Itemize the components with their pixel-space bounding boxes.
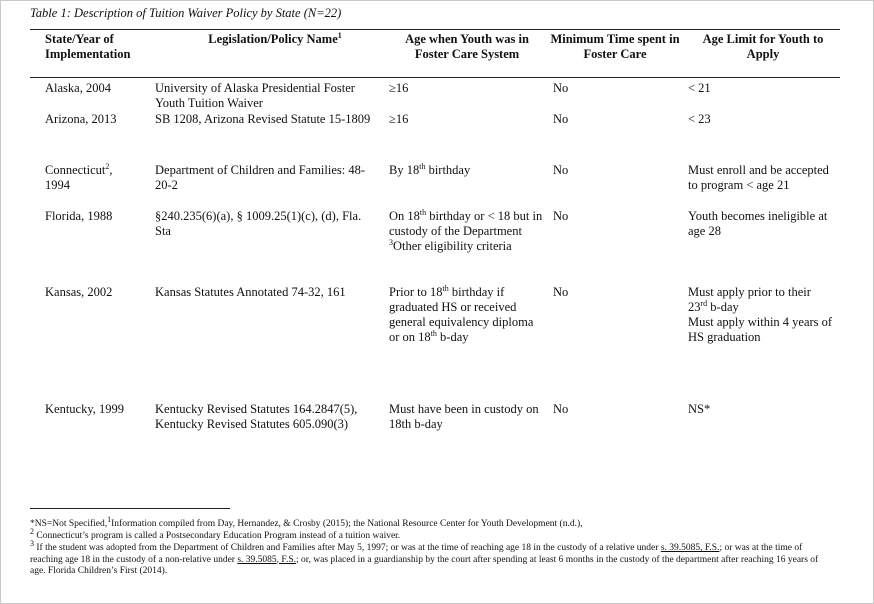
row-kansas-min-time: No xyxy=(553,285,569,299)
row-arizona-age: ≥16 xyxy=(389,112,409,126)
header-age-limit: Age Limit for Youth to Apply xyxy=(702,32,824,61)
row-alaska-state: Alaska, 2004 xyxy=(45,81,111,95)
row-connecticut-state: Connecticut$^2$, 1994 xyxy=(45,161,113,192)
row-kentucky-state: Kentucky, 1999 xyxy=(45,402,125,416)
row-connecticut-min-time: No xyxy=(553,163,569,177)
statute-link-1: s. 39.5085, F.S. xyxy=(660,543,720,553)
row-connecticut-age: By 18th birthday xyxy=(389,161,471,177)
row-kentucky-legislation: Kentucky Revised Statutes 164.2847(5), Kentucky Revised Statutes 605.090(3) xyxy=(155,402,358,431)
statute-link-2: s. 39.5085, F.S. xyxy=(237,554,296,565)
table-top-rule xyxy=(30,29,840,30)
row-alaska-age-limit: < 21 xyxy=(688,81,711,95)
row-florida-legislation: §240.235(6)(a), § 1009.25(1)(c), (d), Fla. Sta xyxy=(155,209,362,238)
footnote-separator xyxy=(30,508,230,509)
row-florida-age: On 18th birthday or < 18 but in custody of the Department $^3$Other eligibility criteria xyxy=(389,207,543,253)
header-legislation: Legislation/Policy Name$^1$ xyxy=(208,30,342,46)
row-kentucky-min-time: No xyxy=(553,402,569,416)
row-kansas-age-limit: Must apply prior to their 23rd b-day Must apply within 4 years of HS graduation xyxy=(688,285,833,344)
row-alaska-min-time: No xyxy=(553,81,569,95)
row-arizona-legislation: SB 1208, Arizona Revised Statute 15-1809 xyxy=(155,112,371,126)
row-alaska-legislation: University of Alaska Presidential Foster Youth Tuition Waiver xyxy=(155,81,355,110)
row-kansas-age: Prior to 18th birthday if graduated HS or received general equivalency diploma or on 18th b-day xyxy=(389,283,534,344)
row-kansas-state: Kansas, 2002 xyxy=(45,285,113,299)
header-min-time: Minimum Time spent in Foster Care xyxy=(550,32,680,61)
row-florida-min-time: No xyxy=(553,209,569,223)
footnote-2: $^2$ Connecticut’s program is called a Postsecondary Education Program instead of a tuition waiver. xyxy=(30,526,401,541)
footnote-3: $^3$ If the student was adopted from the Department of Children and Families after May 5, 1997; or was at the time of reaching age 18 in the custody of a relative under s. 39.5085, F.S.; or was at the time of reaching age 18 in the custody of a non-relative under s. 39.5085, F.S.; or, was placed in a guardianship by the court after spending at least 6 months in the custody of the department after reaching 16 years of age. Florida Children’s First (2014). xyxy=(30,538,819,576)
row-arizona-age-limit: < 23 xyxy=(688,112,711,126)
table-caption: Table 1: Description of Tuition Waiver Policy by State (N=22) xyxy=(30,6,342,20)
footnote-1: *NS=Not Specified,$^1$Information compiled from Day, Hernandez, & Crosby (2015); the National Resource Center for Youth Development (n.d.), xyxy=(30,514,583,529)
row-florida-age-limit: Youth becomes ineligible at age 28 xyxy=(688,209,828,238)
row-connecticut-legislation: Department of Children and Families: 48-20-2 xyxy=(155,163,366,192)
row-connecticut-age-limit: Must enroll and be accepted to program < age 21 xyxy=(688,163,829,192)
header-age-in-care: Age when Youth was in Foster Care System xyxy=(405,32,529,61)
row-florida-state: Florida, 1988 xyxy=(45,209,113,223)
row-arizona-min-time: No xyxy=(553,112,569,126)
row-kentucky-age-limit: NS* xyxy=(688,402,711,416)
header-bottom-rule xyxy=(30,77,840,78)
header-state: State/Year of Implementation xyxy=(45,32,131,61)
row-arizona-state: Arizona, 2013 xyxy=(45,112,117,126)
row-kentucky-age: Must have been in custody on 18th b-day xyxy=(389,402,539,431)
row-alaska-age: ≥16 xyxy=(389,81,409,95)
row-kansas-legislation: Kansas Statutes Annotated 74-32, 161 xyxy=(155,285,346,299)
